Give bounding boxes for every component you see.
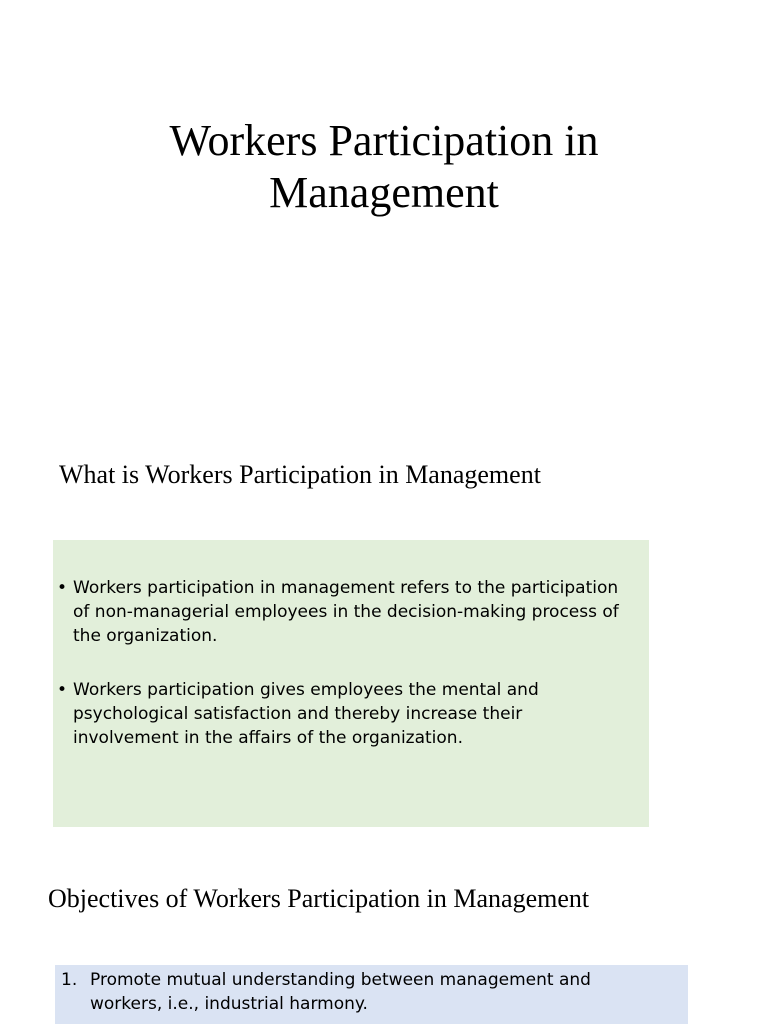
bullet-text: Workers participation in management refers to the participation of non-managerial employees in the decision-making process of the organization.	[73, 578, 619, 646]
definition-box	[53, 540, 649, 827]
objectives-box	[55, 965, 688, 1024]
item-text: Promote mutual understanding between management and workers, i.e., industrial harmony.	[90, 970, 591, 1014]
slide-title: Workers Participation in Management	[169, 116, 599, 217]
section-heading-objectives: Objectives of Workers Participation in Management	[48, 884, 590, 913]
bullet-text: Workers participation gives employees the mental and psychological satisfaction and thereby increase their involvement in the affairs of the organization.	[73, 680, 539, 748]
list-item	[61, 968, 668, 1016]
item-number: 1.	[61, 970, 78, 990]
definition-bullet-list	[57, 576, 625, 750]
bullet-icon: •	[57, 578, 68, 598]
list-item	[57, 576, 625, 648]
list-item	[57, 678, 625, 750]
bullet-icon: •	[57, 680, 68, 700]
objectives-numbered-list	[61, 968, 668, 1016]
section-heading-what-is: What is Workers Participation in Management	[59, 460, 541, 489]
